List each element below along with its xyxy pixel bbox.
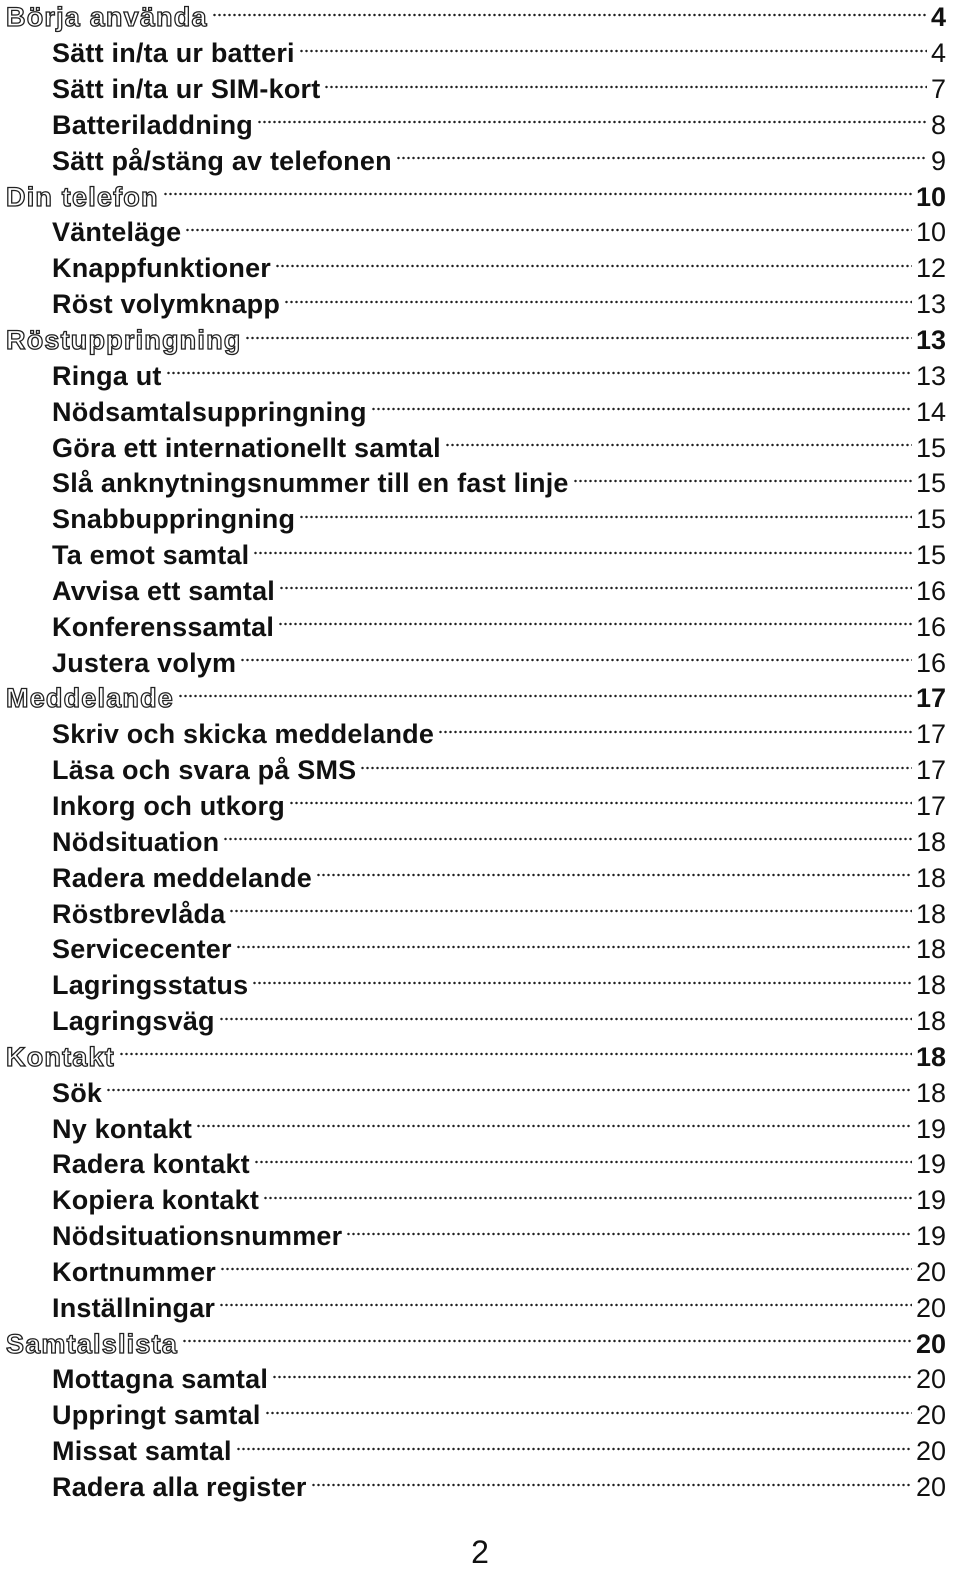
- toc-entry[interactable]: [6, 36, 946, 72]
- toc-entry-title: Justera volym: [52, 647, 237, 678]
- toc-entry-title: Radera alla register: [52, 1472, 307, 1503]
- dot-leader: [220, 1267, 912, 1271]
- toc-entry[interactable]: [6, 502, 946, 538]
- dot-leader: [166, 371, 912, 375]
- toc-entry-title: Konferenssamtal: [52, 611, 275, 642]
- dot-leader: [284, 300, 912, 304]
- toc-entry[interactable]: [6, 1075, 946, 1111]
- toc-entry[interactable]: [6, 287, 946, 323]
- toc-entry-title: Knappfunktioner: [52, 253, 271, 284]
- toc-entry-title: Missat samtal: [52, 1436, 232, 1467]
- toc-entry-page: 20: [915, 1364, 946, 1395]
- dot-leader: [316, 873, 912, 877]
- toc-entry-title: Kontakt: [6, 1041, 115, 1072]
- toc-entry[interactable]: [6, 1219, 946, 1255]
- toc-entry[interactable]: [6, 72, 946, 108]
- toc-entry-page: 16: [915, 611, 946, 642]
- dot-leader: [263, 1196, 912, 1200]
- toc-entry-page: 20: [915, 1400, 946, 1431]
- dot-leader: [445, 443, 912, 447]
- dot-leader: [289, 801, 912, 805]
- toc-entry-title: Vänteläge: [52, 217, 182, 248]
- dot-leader: [257, 120, 927, 124]
- toc-entry[interactable]: [6, 860, 946, 896]
- toc-entry[interactable]: [6, 645, 946, 681]
- toc-entry-page: 20: [915, 1256, 946, 1287]
- toc-entry-page: 17: [915, 790, 946, 821]
- toc-entry-title: Samtalslista: [6, 1328, 178, 1359]
- toc-entry-title: Skriv och skicka meddelande: [52, 719, 435, 750]
- toc-entry-page: 20: [915, 1472, 946, 1503]
- toc-entry-page: 19: [915, 1221, 946, 1252]
- toc-entry[interactable]: [6, 358, 946, 394]
- toc-entry-title: Din telefon: [6, 181, 159, 212]
- toc-entry[interactable]: [6, 143, 946, 179]
- toc-entry[interactable]: [6, 430, 946, 466]
- dot-leader: [196, 1124, 912, 1128]
- toc-entry[interactable]: [6, 1255, 946, 1291]
- dot-leader: [275, 264, 912, 268]
- dot-leader: [253, 551, 912, 555]
- dot-leader: [163, 192, 912, 196]
- toc-entry-page: 12: [915, 253, 946, 284]
- toc-entry-title: Mottagna samtal: [52, 1364, 269, 1395]
- toc-entry-page: 18: [915, 826, 946, 857]
- toc-entry-title: Avvisa ett samtal: [52, 575, 276, 606]
- toc-entry-page: 4: [930, 2, 946, 33]
- toc-entry-page: 4: [930, 38, 946, 69]
- dot-leader: [178, 694, 912, 698]
- toc-entry[interactable]: [6, 108, 946, 144]
- toc-entry-page: 20: [915, 1328, 946, 1359]
- toc-entry[interactable]: [6, 215, 946, 251]
- toc-entry-page: 15: [915, 504, 946, 535]
- dot-leader: [573, 479, 912, 483]
- dot-leader: [324, 85, 927, 89]
- toc-entry-page: 17: [915, 683, 946, 714]
- toc-entry-page: 8: [930, 109, 946, 140]
- toc-entry[interactable]: [6, 466, 946, 502]
- toc-entry-page: 18: [915, 1006, 946, 1037]
- toc-entry-page: 10: [915, 217, 946, 248]
- toc-entry-title: Sätt in/ta ur SIM-kort: [52, 74, 321, 105]
- toc-entry-title: Ny kontakt: [52, 1113, 193, 1144]
- dot-leader: [236, 945, 912, 949]
- toc-entry[interactable]: [6, 932, 946, 968]
- dot-leader: [252, 981, 912, 985]
- dot-leader: [396, 156, 927, 160]
- toc-entry-title: Kortnummer: [52, 1256, 217, 1287]
- toc-entry-page: 18: [915, 1077, 946, 1108]
- dot-leader: [236, 1447, 912, 1451]
- toc-entry-title: Röstbrevlåda: [52, 898, 226, 929]
- toc-entry-page: 18: [915, 1041, 946, 1072]
- dot-leader: [219, 1303, 912, 1307]
- toc-entry[interactable]: [6, 609, 946, 645]
- toc-entry[interactable]: [6, 789, 946, 825]
- toc-entry-title: Batteriladdning: [52, 109, 254, 140]
- dot-leader: [254, 1160, 912, 1164]
- toc-entry[interactable]: [6, 824, 946, 860]
- toc-entry[interactable]: [6, 1004, 946, 1040]
- toc-entry-title: Radera meddelande: [52, 862, 312, 893]
- toc-entry-title: Slå anknytningsnummer till en fast linje: [52, 468, 569, 499]
- toc-entry-page: 15: [915, 432, 946, 463]
- toc-entry-title: Lagringsväg: [52, 1006, 215, 1037]
- toc-entry-page: 18: [915, 898, 946, 929]
- dot-leader: [371, 407, 912, 411]
- toc-entry-page: 10: [915, 181, 946, 212]
- toc-entry-title: Kopiera kontakt: [52, 1185, 260, 1216]
- dot-leader: [119, 1052, 912, 1056]
- toc-entry-title: Nödsituation: [52, 826, 220, 857]
- toc-entry-page: 7: [930, 74, 946, 105]
- toc-entry[interactable]: [6, 1290, 946, 1326]
- toc-entry[interactable]: [6, 1362, 946, 1398]
- dot-leader: [299, 515, 912, 519]
- toc-entry-title: Börja använda: [6, 2, 208, 33]
- dot-leader: [438, 730, 912, 734]
- toc-entry-page: 16: [915, 647, 946, 678]
- dot-leader: [245, 336, 912, 340]
- toc-entry-page: 18: [915, 862, 946, 893]
- toc-heading[interactable]: [6, 1039, 946, 1075]
- dot-leader: [278, 622, 912, 626]
- toc-entry-page: 16: [915, 575, 946, 606]
- toc-entry[interactable]: [6, 753, 946, 789]
- dot-leader: [311, 1483, 912, 1487]
- toc-entry-page: 19: [915, 1113, 946, 1144]
- toc-entry-title: Sök: [52, 1077, 103, 1108]
- toc-entry-title: Nödsituationsnummer: [52, 1221, 343, 1252]
- toc-entry-title: Nödsamtalsuppringning: [52, 396, 367, 427]
- dot-leader: [279, 586, 912, 590]
- dot-leader: [106, 1088, 912, 1092]
- toc-heading[interactable]: [6, 0, 946, 36]
- dot-leader: [182, 1339, 912, 1343]
- toc-entry-title: Meddelande: [6, 683, 175, 714]
- toc-entry-title: Göra ett internationellt samtal: [52, 432, 441, 463]
- toc-heading[interactable]: [6, 323, 946, 359]
- toc-entry-page: 9: [930, 145, 946, 176]
- dot-leader: [299, 49, 927, 53]
- toc-entry-page: 15: [915, 468, 946, 499]
- dot-leader: [185, 228, 912, 232]
- toc-entry[interactable]: [6, 1470, 946, 1506]
- dot-leader: [265, 1411, 912, 1415]
- toc-entry-title: Läsa och svara på SMS: [52, 755, 357, 786]
- toc-entry[interactable]: [6, 574, 946, 610]
- toc-entry-page: 13: [915, 360, 946, 391]
- toc-entry-page: 20: [915, 1436, 946, 1467]
- dot-leader: [229, 909, 911, 913]
- toc-entry[interactable]: [6, 251, 946, 287]
- toc-entry-title: Servicecenter: [52, 934, 232, 965]
- toc-entry-title: Sätt in/ta ur batteri: [52, 38, 295, 69]
- toc-entry[interactable]: [6, 538, 946, 574]
- toc-entry-page: 17: [915, 755, 946, 786]
- toc-heading[interactable]: [6, 179, 946, 215]
- dot-leader: [219, 1017, 912, 1021]
- toc-entry-page: 17: [915, 719, 946, 750]
- toc-heading[interactable]: [6, 681, 946, 717]
- dot-leader: [360, 766, 912, 770]
- toc-entry[interactable]: [6, 1398, 946, 1434]
- toc-entry-title: Inställningar: [52, 1292, 216, 1323]
- toc-entry-page: 13: [915, 325, 946, 356]
- toc-entry-title: Röstuppringning: [6, 325, 242, 356]
- toc-entry[interactable]: [6, 1111, 946, 1147]
- toc-entry-title: Inkorg och utkorg: [52, 790, 285, 821]
- toc-entry[interactable]: [6, 896, 946, 932]
- toc-entry-title: Ringa ut: [52, 360, 162, 391]
- dot-leader: [212, 13, 927, 17]
- table-of-contents: [6, 0, 946, 1505]
- toc-entry-title: Radera kontakt: [52, 1149, 250, 1180]
- toc-entry-page: 18: [915, 934, 946, 965]
- dot-leader: [223, 837, 912, 841]
- toc-entry-page: 20: [915, 1292, 946, 1323]
- toc-entry[interactable]: [6, 717, 946, 753]
- toc-entry-title: Ta emot samtal: [52, 540, 250, 571]
- toc-entry[interactable]: [6, 1147, 946, 1183]
- toc-entry-title: Lagringsstatus: [52, 970, 249, 1001]
- toc-entry-page: 19: [915, 1149, 946, 1180]
- toc-entry-page: 18: [915, 970, 946, 1001]
- toc-entry[interactable]: [6, 394, 946, 430]
- toc-heading[interactable]: [6, 1326, 946, 1362]
- toc-entry-page: 19: [915, 1185, 946, 1216]
- dot-leader: [240, 658, 912, 662]
- toc-entry-title: Uppringt samtal: [52, 1400, 261, 1431]
- toc-entry-page: 14: [915, 396, 946, 427]
- toc-entry[interactable]: [6, 1183, 946, 1219]
- toc-entry-title: Snabbuppringning: [52, 504, 296, 535]
- dot-leader: [346, 1232, 912, 1236]
- toc-entry-title: Sätt på/stäng av telefonen: [52, 145, 392, 176]
- toc-entry[interactable]: [6, 968, 946, 1004]
- toc-entry[interactable]: [6, 1434, 946, 1470]
- dot-leader: [272, 1375, 912, 1379]
- toc-entry-title: Röst volymknapp: [52, 289, 281, 320]
- toc-entry-page: 13: [915, 289, 946, 320]
- toc-entry-page: 15: [915, 540, 946, 571]
- page-number: 2: [471, 1534, 489, 1570]
